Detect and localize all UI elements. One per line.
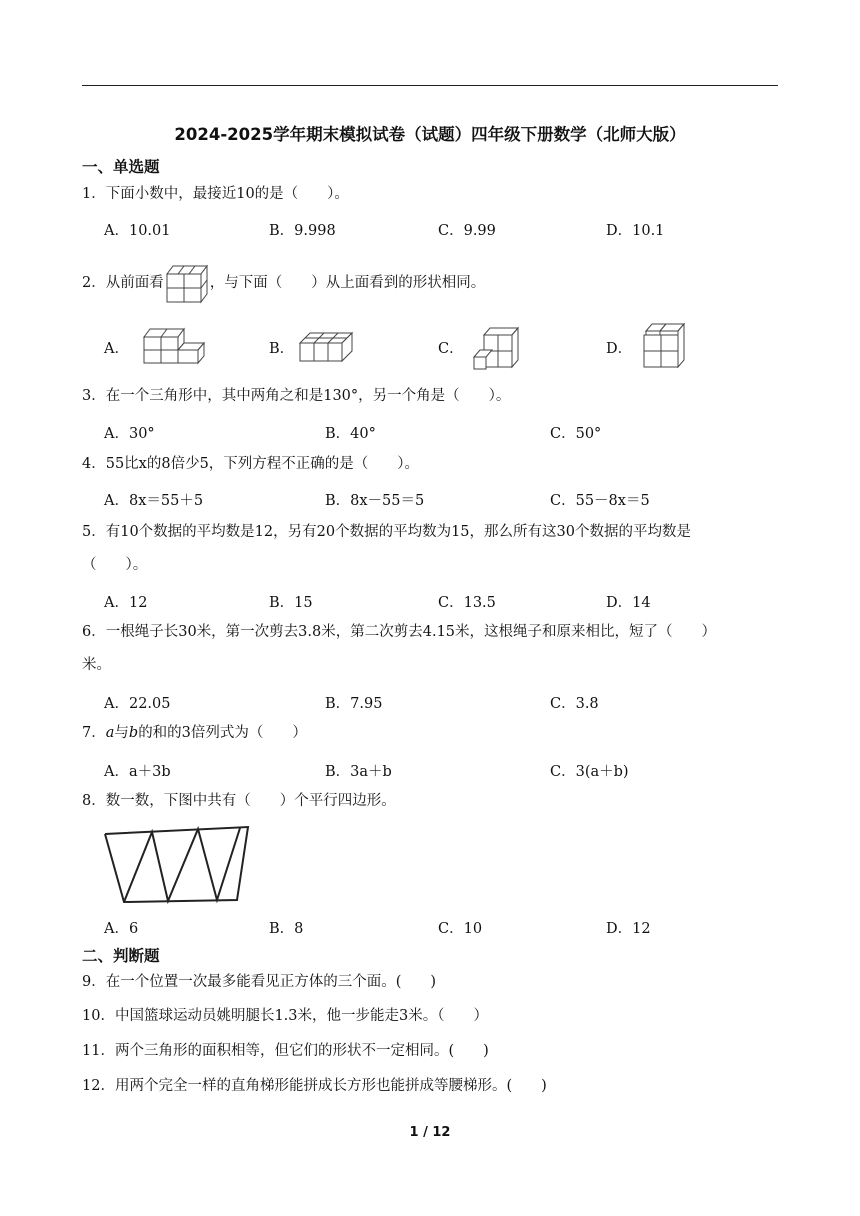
option-b: B．8 bbox=[269, 921, 304, 937]
question-11: 11．两个三角形的面积相等，但它们的形状不一定相同。( ) bbox=[82, 1043, 489, 1059]
question-2-options bbox=[104, 325, 778, 373]
option-b: B．15 bbox=[269, 595, 313, 611]
option-a: A．30° bbox=[104, 426, 155, 442]
question-5-options bbox=[104, 591, 778, 615]
option-b: B．40° bbox=[325, 426, 376, 442]
option-d: D．14 bbox=[606, 595, 651, 611]
option-a: A．8x＝55＋5 bbox=[104, 493, 204, 509]
front-view-cube-figure bbox=[165, 262, 209, 304]
option-d: D．12 bbox=[606, 921, 651, 937]
page-title: 2024-2025学年期末模拟试卷（试题）四年级下册数学（北师大版） bbox=[174, 125, 686, 144]
option-a: A．6 bbox=[104, 921, 139, 937]
section-heading-single-choice: 一、单选题 bbox=[82, 158, 160, 176]
option-a-cube-figure bbox=[142, 325, 206, 365]
question-4-options bbox=[104, 489, 778, 513]
parallelogram-count-figure bbox=[100, 824, 252, 906]
section-heading-true-false: 二、判断题 bbox=[82, 947, 160, 965]
option-a: A．10.01 bbox=[104, 223, 171, 239]
option-c: C． bbox=[438, 341, 464, 357]
question-9: 9．在一个位置一次最多能看见正方体的三个面。( ) bbox=[82, 974, 437, 990]
question-2-prefix: 2．从前面看 bbox=[82, 275, 164, 291]
question-6-line-2: 米。 bbox=[82, 657, 111, 673]
option-a: A．12 bbox=[104, 595, 148, 611]
question-1: 1．下面小数中，最接近10的是（ ）。 bbox=[82, 186, 349, 202]
question-7-connector: 与 bbox=[114, 725, 129, 741]
option-b: B．8x－55＝5 bbox=[325, 493, 425, 509]
option-c: C．50° bbox=[550, 426, 602, 442]
option-b: B．7.95 bbox=[325, 696, 383, 712]
variable-a: a bbox=[105, 725, 115, 741]
option-b-cube-figure bbox=[298, 331, 354, 365]
question-5 bbox=[82, 516, 778, 582]
option-c: C．9.99 bbox=[438, 223, 496, 239]
question-6-options bbox=[104, 692, 778, 716]
question-8-options bbox=[104, 917, 778, 941]
question-2-suffix: ，与下面（ ）从上面看到的形状相同。 bbox=[209, 275, 486, 291]
question-5-line-1: 5．有10个数据的平均数是12，另有20个数据的平均数为15，那么所有这30个数据的平均数是 bbox=[82, 524, 691, 540]
question-3: 3．在一个三角形中，其中两角之和是130°，另一个角是（ ）。 bbox=[82, 388, 511, 404]
variable-b: b bbox=[128, 725, 139, 741]
question-8: 8．数一数，下图中共有（ ）个平行四边形。 bbox=[82, 793, 396, 809]
option-d-cube-figure bbox=[638, 321, 688, 371]
option-c-cube-figure bbox=[472, 325, 522, 371]
question-10: 10．中国篮球运动员姚明腿长1.3米，他一步能走3米。（ ） bbox=[82, 1008, 488, 1024]
option-b: B．3a＋b bbox=[325, 764, 392, 780]
question-7 bbox=[82, 717, 778, 750]
option-b: B．9.998 bbox=[269, 223, 336, 239]
option-c: C．55－8x＝5 bbox=[550, 493, 650, 509]
question-3-options bbox=[104, 422, 778, 446]
option-a: A．a＋3b bbox=[104, 764, 171, 780]
question-5-line-2: （ ）。 bbox=[82, 557, 148, 573]
option-b: B． bbox=[269, 341, 295, 357]
option-c: C．3(a＋b) bbox=[550, 764, 629, 780]
option-a: A．22.05 bbox=[104, 696, 171, 712]
option-d: D． bbox=[606, 341, 633, 357]
question-7-rest: 的和的3倍列式为（ ） bbox=[138, 725, 307, 741]
question-7-number: 7． bbox=[82, 725, 106, 741]
question-7-options bbox=[104, 760, 778, 784]
question-6-line-1: 6．一根绳子长30米，第一次剪去3.8米，第二次剪去4.15米，这根绳子和原来相比，短了（ ） bbox=[82, 624, 717, 640]
option-c: C．3.8 bbox=[550, 696, 599, 712]
question-1-options bbox=[104, 219, 778, 243]
option-a: A． bbox=[104, 341, 129, 357]
option-c: C．10 bbox=[438, 921, 483, 937]
question-6 bbox=[82, 616, 778, 682]
option-c: C．13.5 bbox=[438, 595, 496, 611]
header-rule bbox=[82, 85, 778, 86]
question-2 bbox=[82, 262, 778, 304]
page-number: 1 / 12 bbox=[409, 1125, 451, 1140]
question-4: 4．55比x的8倍少5，下列方程不正确的是（ ）。 bbox=[82, 456, 420, 472]
question-12: 12．用两个完全一样的直角梯形能拼成长方形也能拼成等腰梯形。( ) bbox=[82, 1078, 547, 1094]
option-d: D．10.1 bbox=[606, 223, 665, 239]
